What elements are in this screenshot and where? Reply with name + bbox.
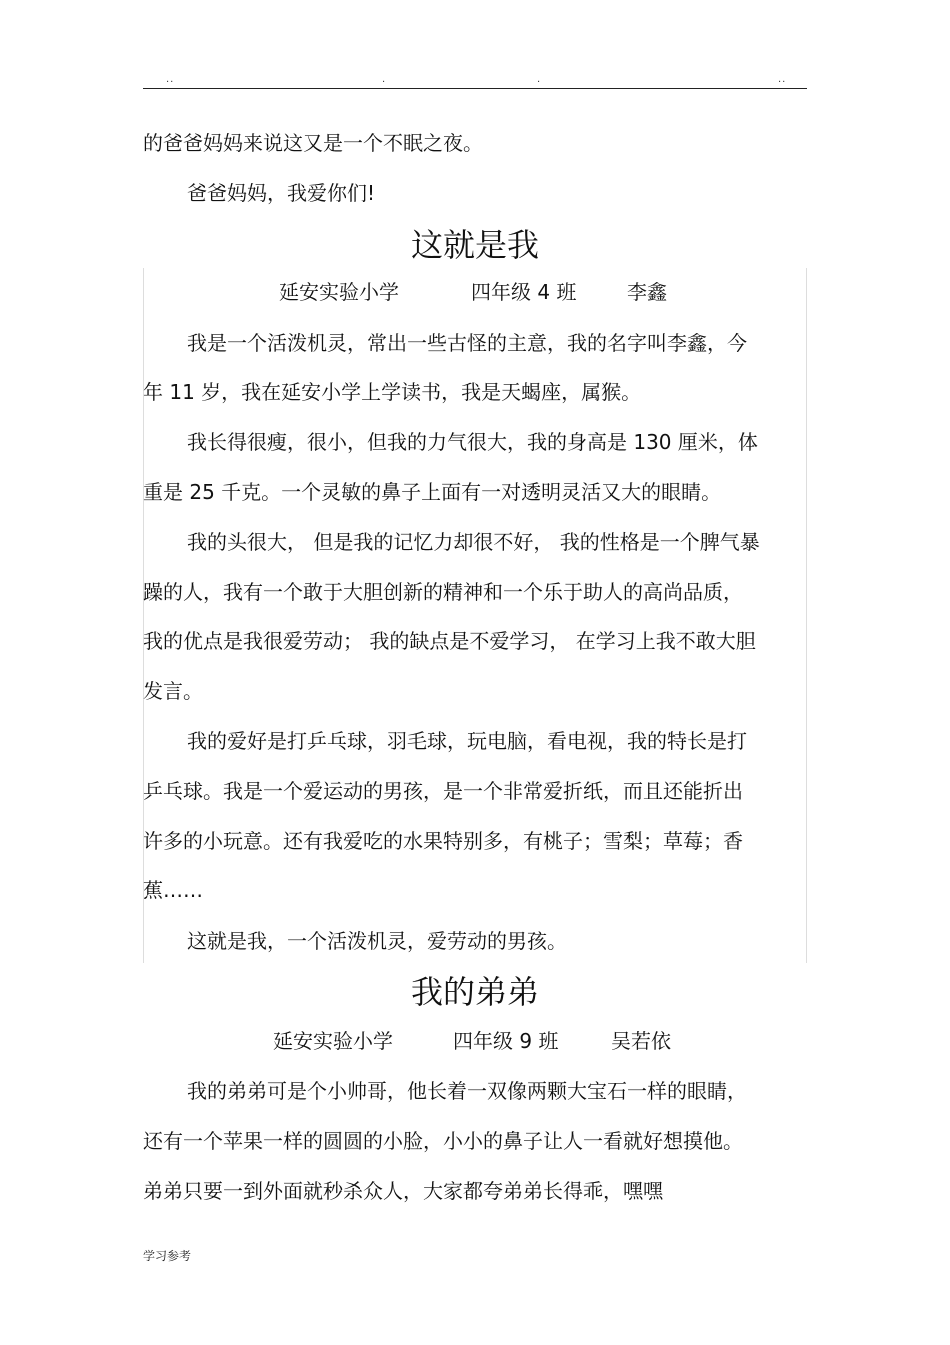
paragraph-line: 这就是我，一个活泼机灵，爱劳动的男孩。: [187, 929, 567, 953]
author-name: 李鑫: [627, 280, 667, 304]
paragraph-line: 我长得很瘦，很小，但我的力气很大，我的身高是 130 厘米，体: [187, 430, 758, 454]
school-name: 延安实验小学: [279, 280, 399, 304]
paragraph-line: 许多的小玩意。还有我爱吃的水果特别多，有桃子；雪梨；草莓；香: [143, 829, 743, 853]
paragraph-line: 蕉……: [143, 878, 203, 902]
paragraph-line: 我的头很大， 但是我的记忆力却很不好， 我的性格是一个脾气暴: [187, 530, 760, 554]
margin-line: [143, 268, 144, 963]
header-mark: ..: [166, 74, 175, 85]
paragraph-line: 乒乓球。我是一个爱运动的男孩，是一个非常爱折纸，而且还能折出: [143, 779, 743, 803]
class-name: 四年级 4 班: [471, 280, 577, 304]
paragraph-line: 我的爱好是打乒乓球，羽毛球，玩电脑，看电视，我的特长是打: [187, 729, 747, 753]
paragraph-line: 弟弟只要一到外面就秒杀众人，大家都夸弟弟长得乖，嘿嘿: [143, 1179, 663, 1203]
paragraph-line: 我是一个活泼机灵，常出一些古怪的主意，我的名字叫李鑫，今: [187, 331, 747, 355]
essay-title: 我的弟弟: [410, 973, 539, 1011]
paragraph-line: 重是 25 千克。一个灵敏的鼻子上面有一对透明灵活又大的眼睛。: [143, 480, 722, 504]
class-name: 四年级 9 班: [453, 1029, 559, 1053]
footer-label: 学习参考: [143, 1249, 192, 1263]
paragraph-line: 发言。: [143, 679, 203, 703]
paragraph-line: 我的弟弟可是个小帅哥，他长着一双像两颗大宝石一样的眼睛，: [187, 1079, 747, 1103]
paragraph-line: 的爸爸妈妈来说这又是一个不眠之夜。: [143, 131, 483, 155]
paragraph-line: 年 11 岁，我在延安小学上学读书，我是天蝎座，属猴。: [143, 380, 642, 404]
school-name: 延安实验小学: [273, 1029, 393, 1053]
essay-byline: [0, 1029, 950, 1053]
header-mark: ..: [778, 74, 787, 85]
author-name: 吴若依: [611, 1029, 671, 1053]
essay-byline: [0, 280, 950, 304]
paragraph-line: 躁的人，我有一个敢于大胆创新的精神和一个乐于助人的高尚品质，: [143, 580, 743, 604]
header-mark: .: [382, 74, 387, 85]
margin-line: [806, 268, 807, 963]
paragraph-line: 我的优点是我很爱劳动； 我的缺点是不爱学习， 在学习上我不敢大胆: [143, 629, 756, 653]
header-rule: [143, 88, 807, 89]
header-mark: .: [537, 74, 542, 85]
paragraph-line: 爸爸妈妈，我爱你们!: [187, 181, 376, 205]
paragraph-line: 还有一个苹果一样的圆圆的小脸，小小的鼻子让人一看就好想摸他。: [143, 1129, 743, 1153]
essay-title: 这就是我: [410, 226, 539, 264]
